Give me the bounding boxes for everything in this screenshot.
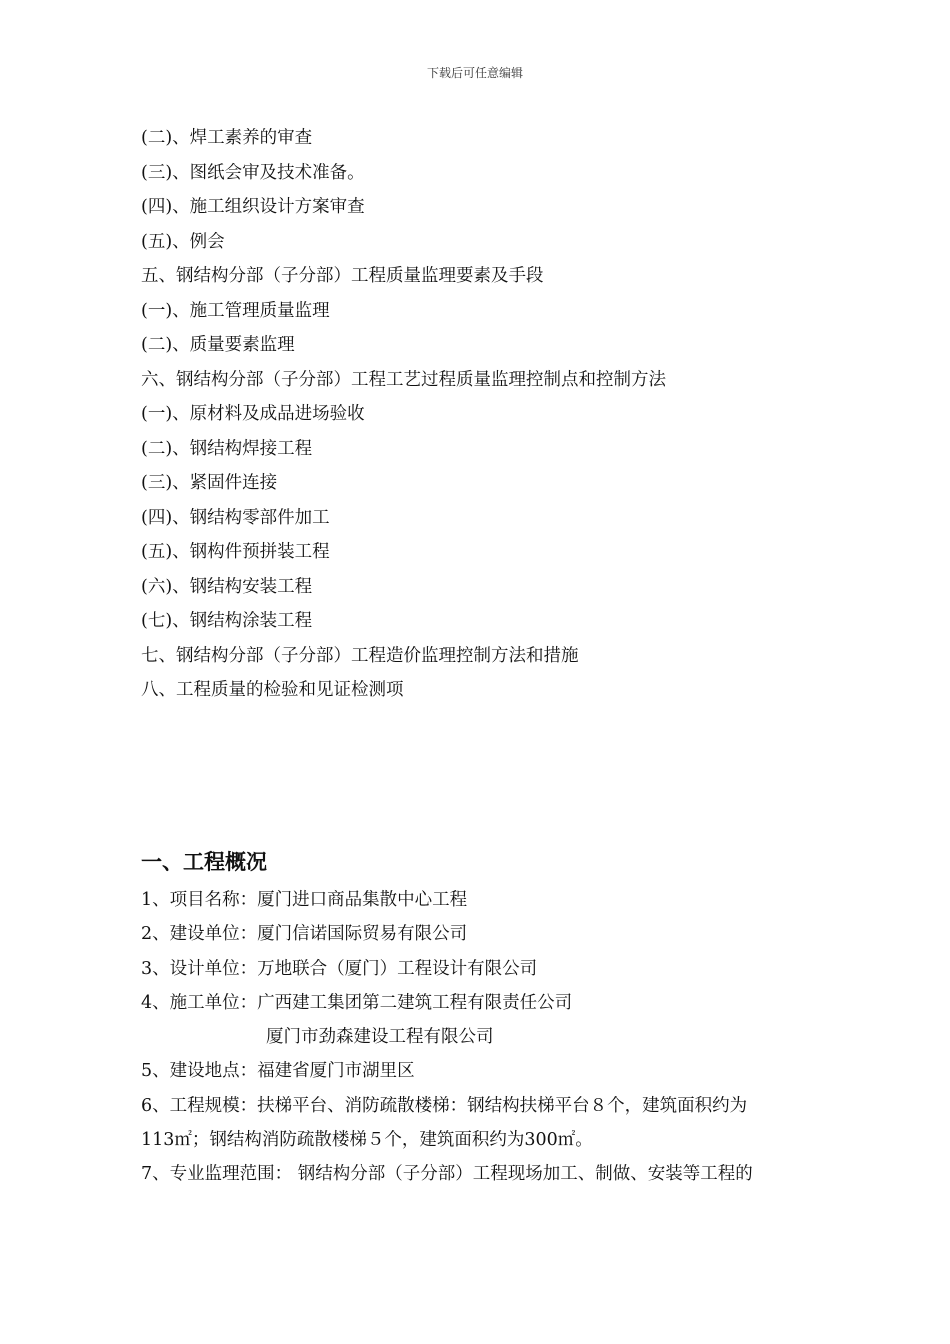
overview-scope: 7、专业监理范围： 钢结构分部（子分部）工程现场加工、制做、安装等工程的 (141, 1164, 753, 1185)
overview-contractor: 4、施工单位：广西建工集团第二建筑工程有限责任公司 (141, 992, 573, 1013)
overview-scale-cont: 113㎡；钢结构消防疏散楼梯５个，建筑面积约为300㎡。 (141, 1130, 593, 1151)
toc-item: (二)、质量要素监理 (141, 335, 295, 355)
project-overview (141, 883, 831, 1192)
toc-item: (二)、焊工素养的审查 (141, 128, 313, 148)
table-of-contents (141, 121, 841, 708)
overview-designer: 3、设计单位：万地联合（厦门）工程设计有限公司 (141, 958, 538, 979)
toc-item: (一)、施工管理质量监理 (141, 300, 330, 321)
page-header: 下载后可任意编辑 (426, 66, 523, 80)
toc-item: 六、钢结构分部（子分部）工程工艺过程质量监理控制点和控制方法 (141, 369, 666, 390)
toc-item: (六)、钢结构安装工程 (141, 576, 313, 597)
toc-item: 五、钢结构分部（子分部）工程质量监理要素及手段 (141, 266, 544, 286)
overview-project-name: 1、项目名称：厦门进口商品集散中心工程 (141, 890, 468, 910)
toc-item: 七、钢结构分部（子分部）工程造价监理控制方法和措施 (141, 645, 579, 666)
overview-scale: 6、工程规模：扶梯平台、消防疏散楼梯：钢结构扶梯平台８个，建筑面积约为 (141, 1095, 748, 1116)
toc-item: (二)、钢结构焊接工程 (141, 438, 313, 459)
overview-contractor-2: 厦门市劲森建设工程有限公司 (266, 1027, 494, 1048)
overview-location: 5、建设地点：福建省厦门市湖里区 (141, 1061, 415, 1082)
toc-item: (四)、钢结构零部件加工 (141, 507, 330, 528)
toc-item: (四)、施工组织设计方案审查 (141, 197, 365, 217)
toc-item: (三)、图纸会审及技术准备。 (141, 162, 365, 183)
overview-owner: 2、建设单位：厦门信诺国际贸易有限公司 (141, 924, 468, 945)
toc-item: (一)、原材料及成品进场验收 (141, 404, 365, 424)
section-title: 一、工程概况 (141, 850, 267, 874)
toc-item: (五)、钢构件预拼装工程 (141, 542, 330, 562)
toc-item: (三)、紧固件连接 (141, 473, 278, 493)
toc-item: 八、工程质量的检验和见证检测项 (141, 680, 404, 700)
toc-item: (七)、钢结构涂装工程 (141, 611, 313, 631)
toc-item: (五)、例会 (141, 231, 225, 252)
